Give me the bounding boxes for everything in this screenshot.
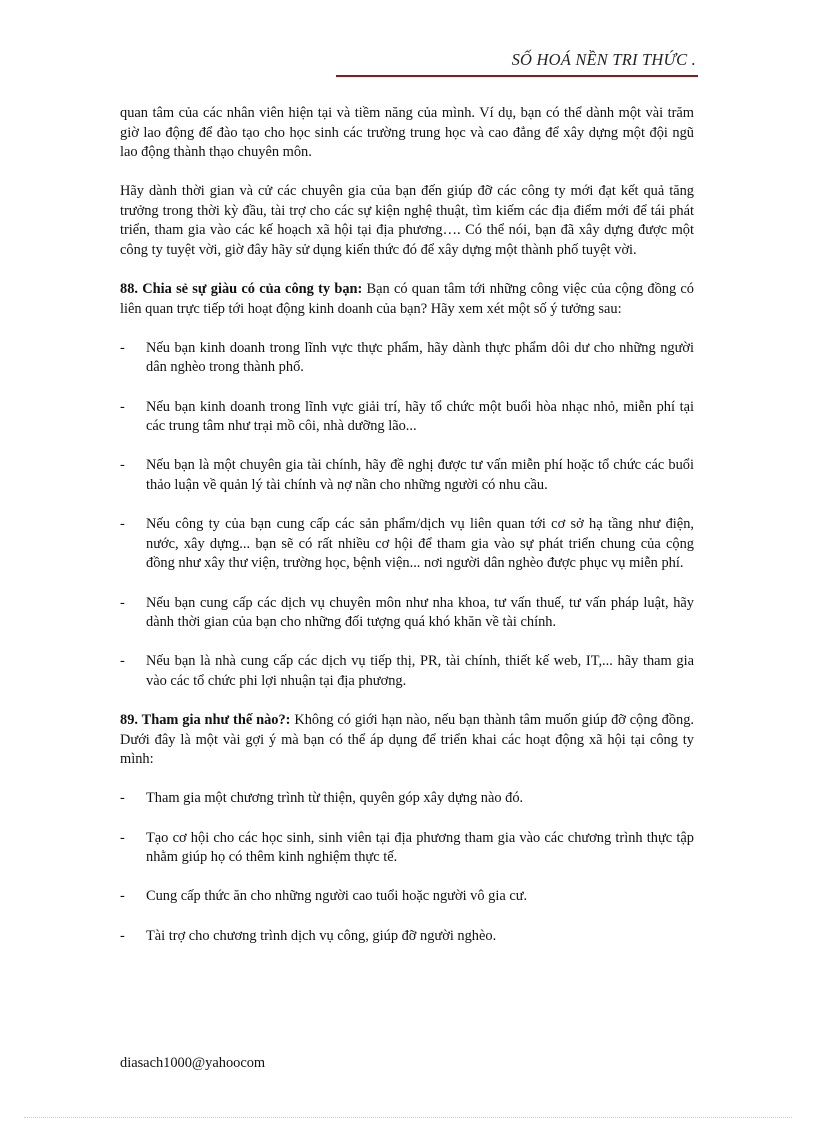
list-item-text: Nếu bạn cung cấp các dịch vụ chuyên môn như nha khoa, tư vấn thuế, tư vấn pháp luật, hãy dành thời gian của bạn cho những đối tượng quá khó khăn về tài chính. [146,594,694,631]
document-body [120,104,694,966]
header-title: SỐ HOÁ NỀN TRI THỨC . [511,50,696,69]
list-item-text: Nếu bạn kinh doanh trong lĩnh vực thực phẩm, hãy dành thực phẩm dôi dư cho những người dân nghèo trong thành phố. [146,339,694,376]
bullet-dash: - [120,829,125,846]
section-88-intro-text: Bạn có quan tâm tới những công việc của cộng đồng có liên quan trực tiếp tới hoạt động kinh doanh của bạn? Hãy xem xét một số ý tưởng sau: [120,281,694,317]
section-89-intro [120,711,694,770]
list-item [120,829,694,868]
section-89-bullet-list [120,789,694,946]
section-88-heading: 88. Chia sẻ sự giàu có của công ty bạn: [120,281,363,298]
bullet-dash: - [120,888,125,905]
list-item-text: Tham gia một chương trình từ thiện, quyên góp xây dựng nào đó. [146,790,524,807]
list-item [120,456,694,495]
list-item [120,398,694,437]
list-item-text: Cung cấp thức ăn cho những người cao tuổi hoặc người vô gia cư. [146,888,528,905]
list-item-text: Nếu bạn kinh doanh trong lĩnh vực giải trí, hãy tổ chức một buổi hòa nhạc nhỏ, miễn phí tại các trung tâm như trại mồ côi, nhà dưỡng lão... [146,398,694,435]
section-89-intro-text: Không có giới hạn nào, nếu bạn thành tâm muốn giúp đỡ cộng đồng. Dưới đây là một vài gợi ý mà bạn có thể áp dụng để triển khai các hoạt động xã hội tại công ty mình: [120,712,694,768]
list-item [120,339,694,378]
bullet-dash: - [120,457,125,474]
page-bottom-rule [24,1117,792,1118]
list-item-text: Tạo cơ hội cho các học sinh, sinh viên tại địa phương tham gia vào các chương trình thực tập nhằm giúp họ có thêm kinh nghiệm thực tế. [146,829,694,866]
section-88-bullet-list [120,339,694,692]
list-item [120,789,694,809]
list-item-text: Tài trợ cho chương trình dịch vụ công, giúp đỡ người nghèo. [146,927,497,944]
list-item-text: Nếu bạn là một chuyên gia tài chính, hãy đề nghị được tư vấn miễn phí hoặc tổ chức các buổi thảo luận về quản lý tài chính và nợ nần cho những người có nhu cầu. [146,457,694,493]
bullet-dash: - [120,927,125,944]
paragraph-1: quan tâm của các nhân viên hiện tại và tiềm năng của mình. Ví dụ, bạn có thể dành một vài trăm giờ lao động để đào tạo cho học sinh các trường trung học và cao đẳng để xây dựng một đội ngũ lao động thành thạo chuyên môn. [120,105,694,161]
section-89-heading: 89. Tham gia như thế nào?: [120,712,291,729]
list-item-text: Nếu bạn là nhà cung cấp các dịch vụ tiếp thị, PR, tài chính, thiết kế web, IT,... hãy tham gia vào các tổ chức phi lợi nhuận tại địa phương. [146,653,694,689]
bullet-dash: - [120,516,125,533]
page-header [336,50,698,77]
list-item [120,594,694,633]
list-item [120,927,694,947]
bullet-dash: - [120,398,125,415]
paragraph-2: Hãy dành thời gian và cử các chuyên gia của bạn đến giúp đỡ các công ty mới đạt kết quả tăng trưởng trong thời kỳ đầu, tài trợ cho các sự kiện nghệ thuật, tìm kiếm các địa điểm mới để tái phát triển, tham gia vào các kế hoạch xã hội tại địa phương…. Có thể nói, bạn đã xây dựng được một công ty tuyệt vời, giờ đây hãy sử dụng kiến thức đó để xây dựng một thành phố tuyệt vời. [120,183,694,259]
bullet-dash: - [120,653,125,670]
header-rule [336,75,698,77]
bullet-dash: - [120,339,125,356]
section-88-intro [120,280,694,319]
list-item [120,887,694,907]
list-item [120,652,694,691]
bullet-dash: - [120,594,125,611]
list-item [120,515,694,574]
footer-email: diasach1000@yahoocom [120,1055,266,1071]
bullet-dash: - [120,790,125,807]
list-item-text: Nếu công ty của bạn cung cấp các sản phẩm/dịch vụ liên quan tới cơ sở hạ tầng như điện, nước, xây dựng... bạn sẽ có rất nhiều cơ hội để tham gia vào sự phát triển chung của cộng đồng như xây thư viện, trường học, bệnh viện... nơi người dân nghèo được phục vụ miễn phí. [146,516,694,572]
